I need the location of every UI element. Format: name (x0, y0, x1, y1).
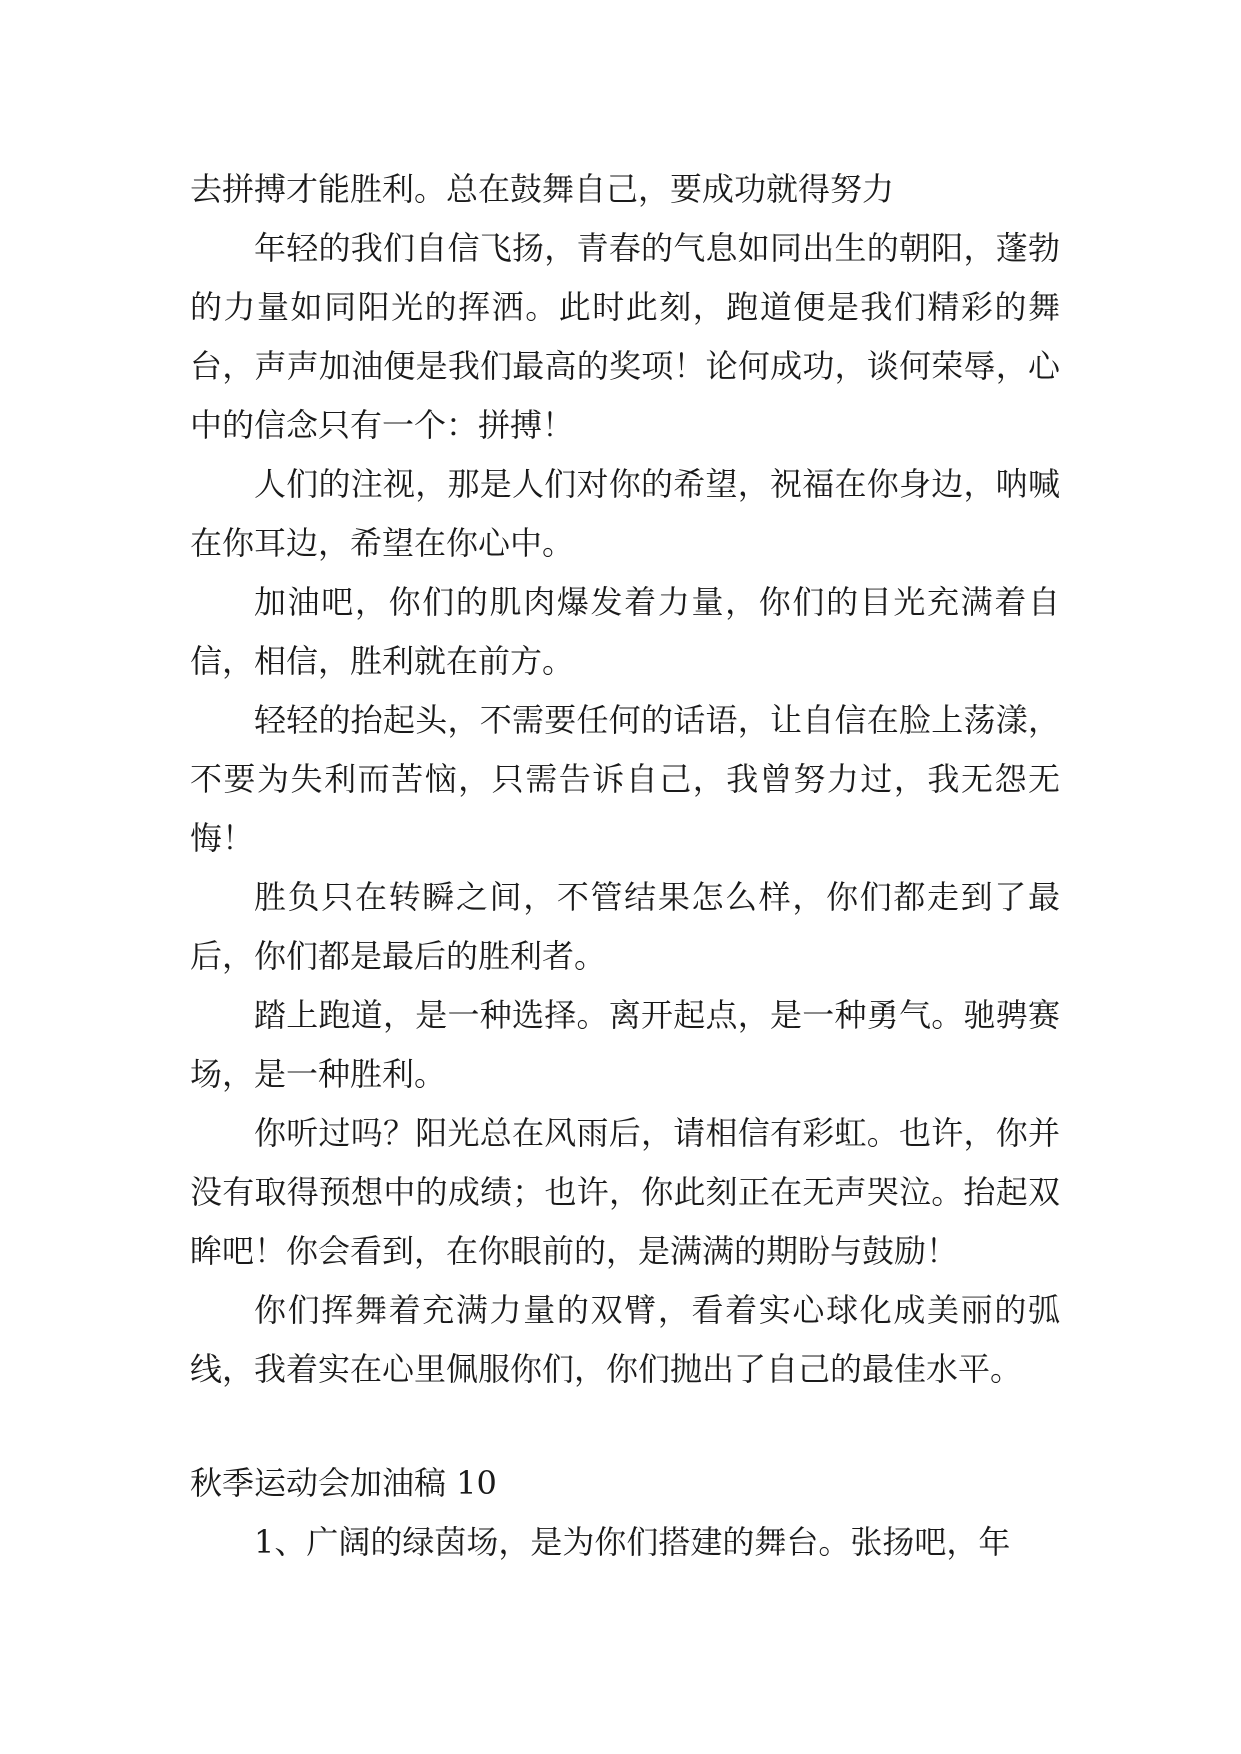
paragraph-8: 你们挥舞着充满力量的双臂，看着实心球化成美丽的弧线，我着实在心里佩服你们，你们抛出了自己的最佳水平。 (190, 1291, 1060, 1388)
paragraph-4: 轻轻的抬起头，不需要任何的话语，让自信在脸上荡漾，不要为失利而苦恼，只需告诉自己，我曾努力过，我无怨无悔！ (190, 701, 1060, 857)
paragraph-7: 你听过吗？阳光总在风雨后，请相信有彩虹。也许，你并没有取得预想中的成绩；也许，你此刻正在无声哭泣。抬起双眸吧！你会看到，在你眼前的，是满满的期盼与鼓励！ (190, 1114, 1060, 1270)
section-first-paragraph: 1、广阔的绿茵场，是为你们搭建的舞台。张扬吧，年 (254, 1523, 1011, 1561)
section-title: 秋季运动会加油稿 10 (190, 1464, 497, 1502)
paragraph-2: 人们的注视，那是人们对你的希望，祝福在你身边，呐喊在你耳边，希望在你心中。 (190, 465, 1060, 562)
document-body (190, 160, 1060, 1572)
paragraph-3: 加油吧，你们的肌肉爆发着力量，你们的目光充满着自信，相信，胜利就在前方。 (190, 583, 1060, 680)
continuation-paragraph: 去拼搏才能胜利。总在鼓舞自己，要成功就得努力 (190, 170, 895, 208)
paragraph-6: 踏上跑道，是一种选择。离开起点，是一种勇气。驰骋赛场，是一种胜利。 (190, 996, 1060, 1093)
paragraph-5: 胜负只在转瞬之间，不管结果怎么样，你们都走到了最后，你们都是最后的胜利者。 (190, 878, 1060, 975)
paragraph-1: 年轻的我们自信飞扬，青春的气息如同出生的朝阳，蓬勃的力量如同阳光的挥洒。此时此刻，跑道便是我们精彩的舞台，声声加油便是我们最高的奖项！论何成功，谈何荣辱，心中的信念只有一个：拼搏！ (190, 229, 1060, 444)
